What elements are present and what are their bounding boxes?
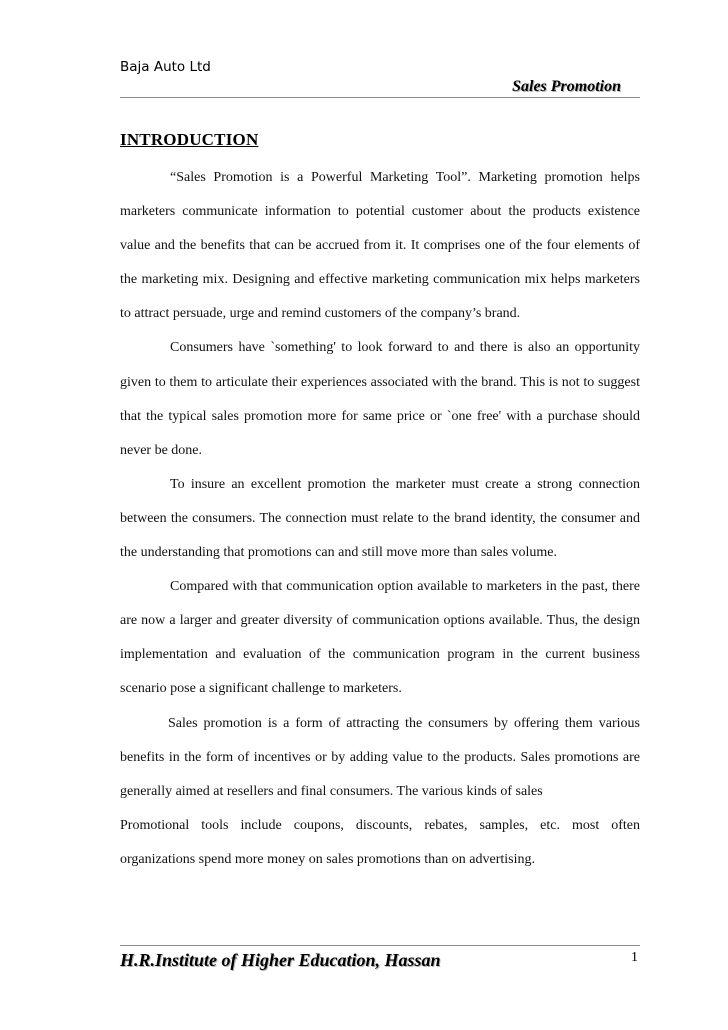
paragraph-3: To insure an excellent promotion the marketer must create a strong connection between the consumers. The connection must relate to the brand identity, the consumer and the understanding that promotions can and still move more than sales volume. (120, 476, 640, 561)
paragraph-4: Compared with that communication option available to marketers in the past, there are now a larger and greater diversity of communication options available. Thus, the design implementation and evaluation of the communication program in the current business scenario pose a significant challenge to marketers. (120, 579, 640, 697)
section-heading: INTRODUCTION (120, 130, 259, 149)
paragraph-5: Sales promotion is a form of attracting the consumers by offering them various benefits in the form of incentives or by adding value to the products. Sales promotions are generally aimed at resellers and final consumers. The various kinds of sales (120, 715, 640, 799)
document-body (120, 161, 640, 877)
header-subject: Sales Promotion (512, 78, 621, 95)
header-company: Baja Auto Ltd (120, 59, 211, 75)
paragraph-2: Consumers have `something' to look forward to and there is also an opportunity given to them to articulate their experiences associated with the brand. This is not to suggest that the typical sales promotion more for same price or `one free' with a purchase should never be done. (120, 340, 640, 458)
page-number: 1 (631, 950, 638, 965)
footer-divider (120, 945, 640, 946)
paragraph-6: Promotional tools include coupons, discounts, rebates, samples, etc. most often organizations spend more money on sales promotions than on advertising. (120, 817, 640, 867)
footer-institute: H.R.Institute of Higher Education, Hassan (120, 950, 441, 970)
paragraph-1: “Sales Promotion is a Powerful Marketing Tool”. Marketing promotion helps marketers communicate information to potential customer about the products existence value and the benefits that can be accrued from it. It comprises one of the four elements of the marketing mix. Designing and effective marketing communication mix helps marketers to attract persuade, urge and remind customers of the company’s brand. (120, 170, 640, 322)
header-divider (120, 97, 640, 98)
